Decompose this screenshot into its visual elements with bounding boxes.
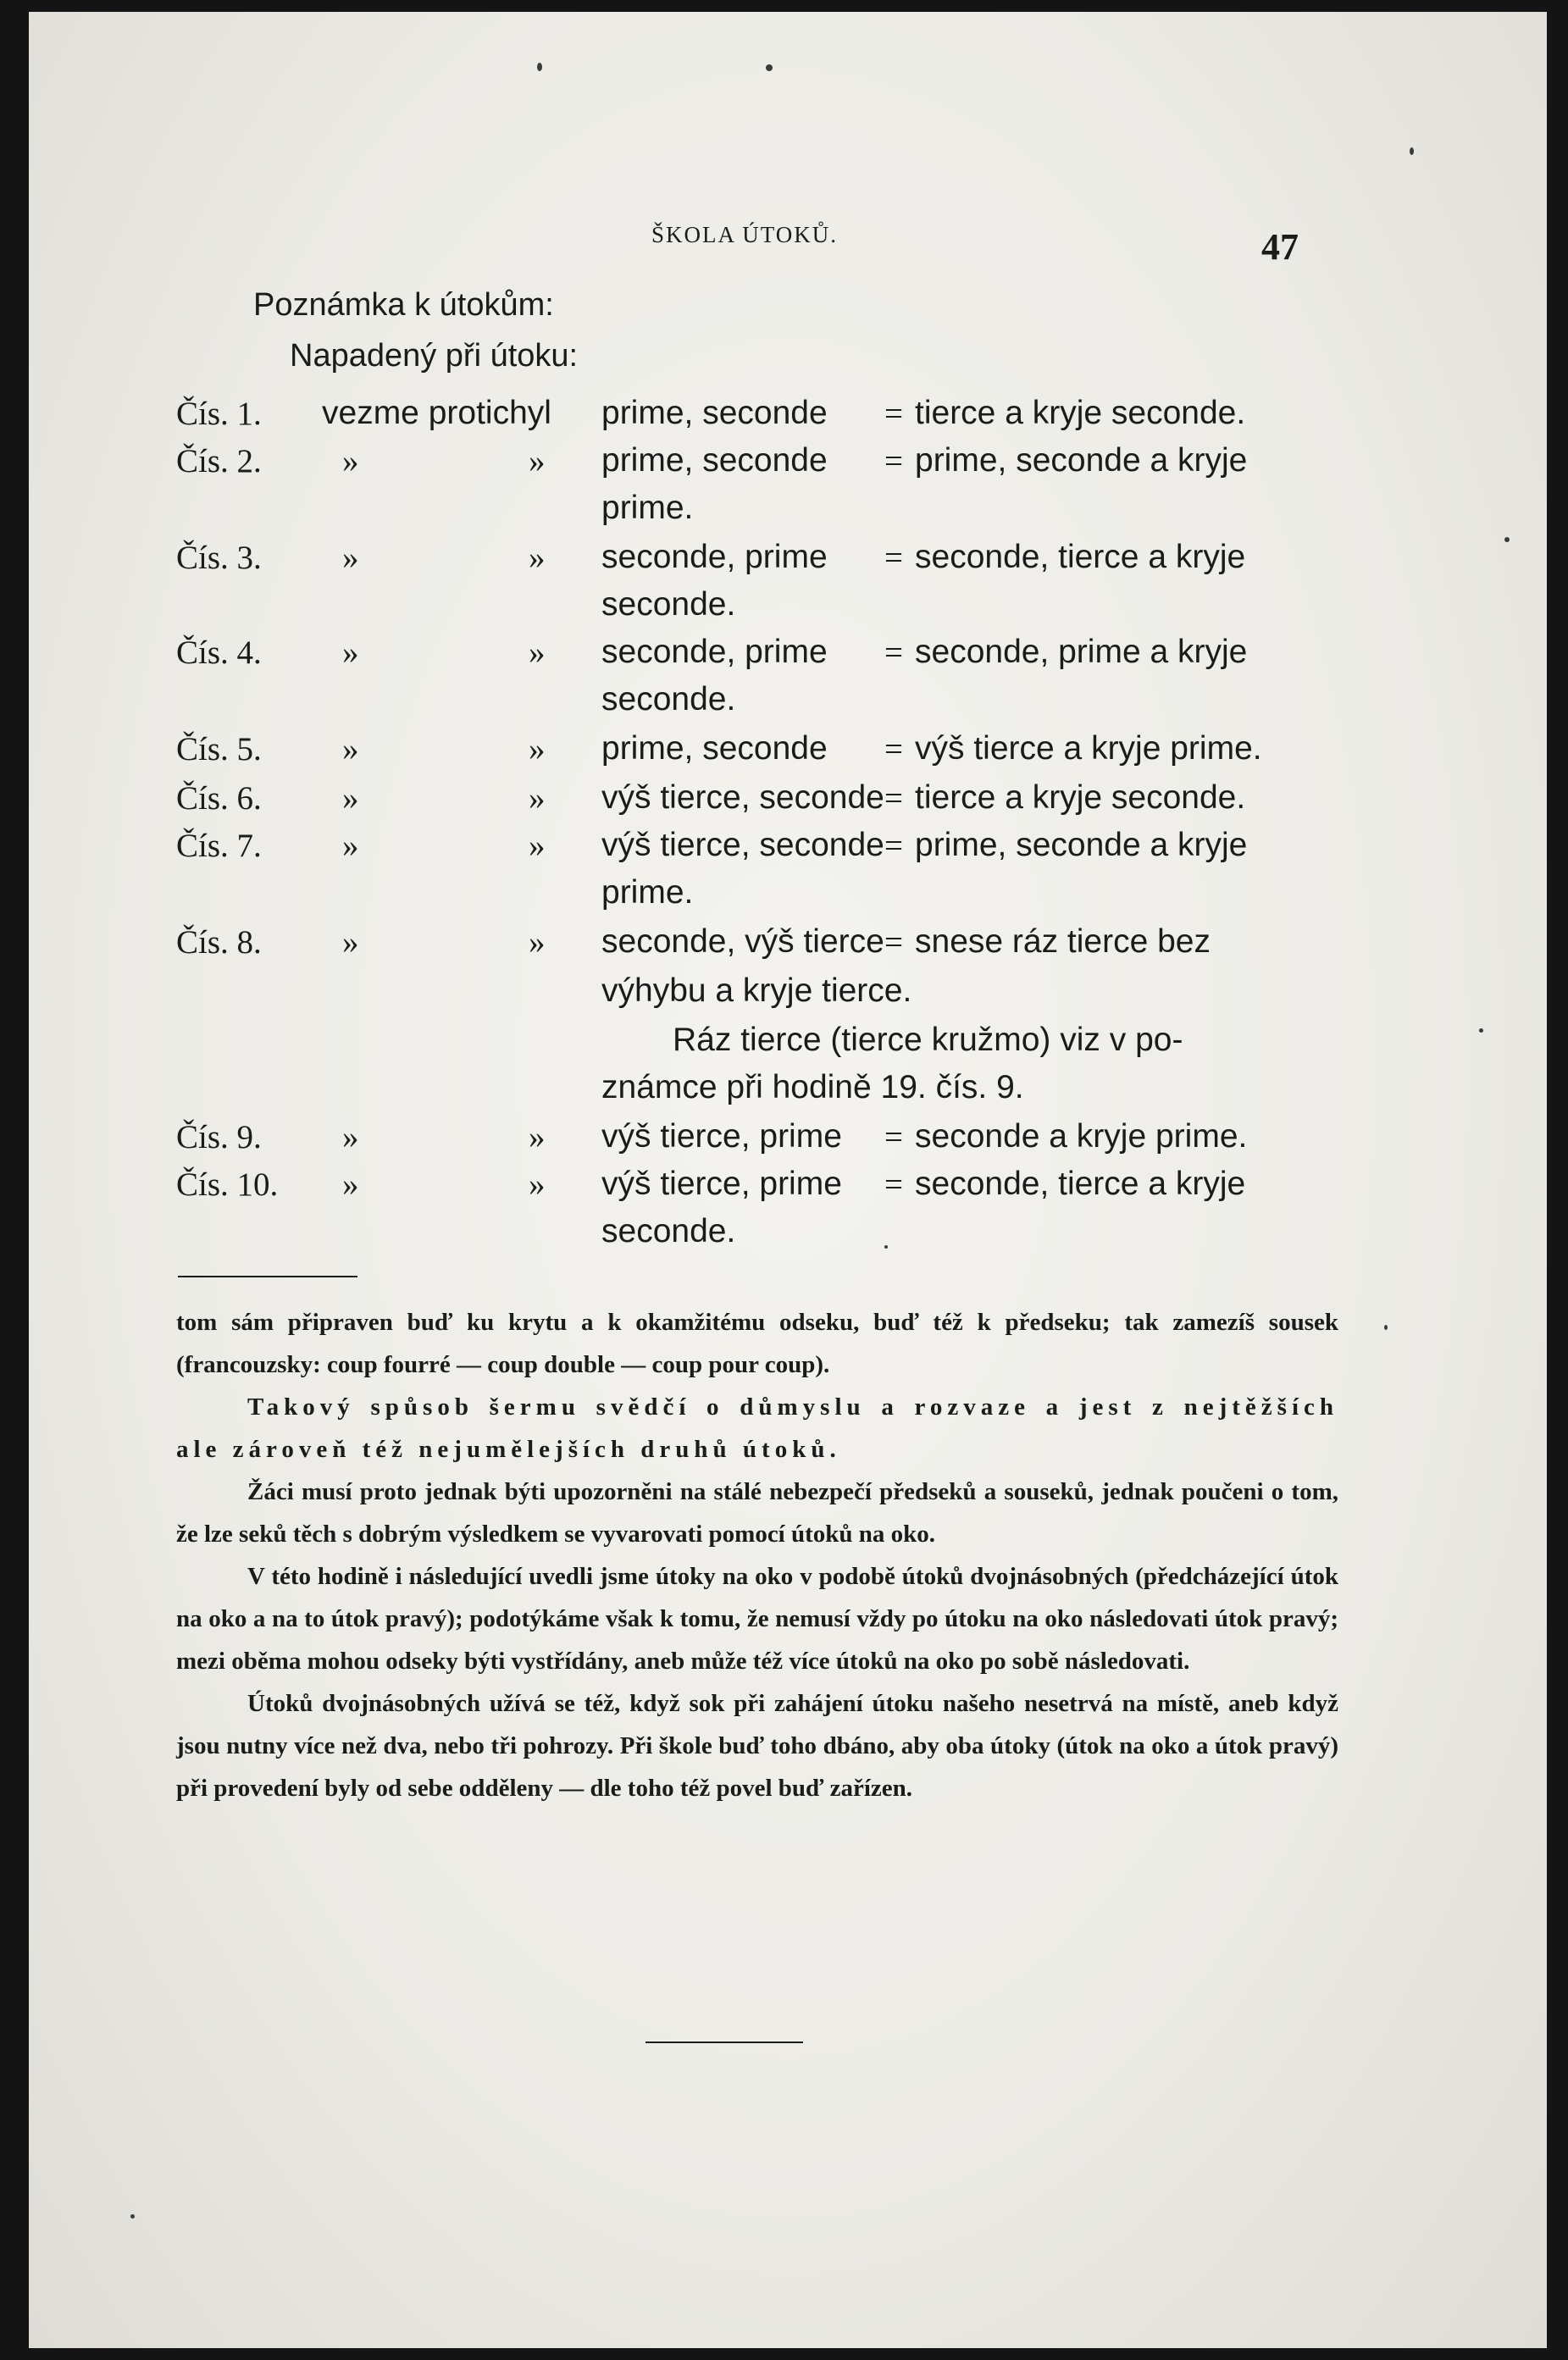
entry-continuation: prime. (601, 490, 694, 526)
end-rule (645, 2041, 803, 2043)
ditto-mark: » (529, 634, 546, 671)
ditto-mark: » (342, 1166, 359, 1203)
scan-speck (1504, 537, 1510, 542)
entry-answer: výš tierce a kryje prime. (915, 730, 1262, 767)
footnote-paragraph: Útoků dvojnásobných užívá se též, když sok při zahájení útoku našeho nesetrvá na místě, aneb když jsou nutny více než dva, nebo tři pohrozy. Při škole buď toho dbáno, aby oba útoky (útok na oko a útok pravý) při provedení byly od sebe odděleny — dle toho též povel buď zařízen. (176, 1690, 1338, 1802)
entry-answer: seconde a kryje prime. (915, 1118, 1248, 1155)
entry-attack: výš tierce, prime (601, 1166, 842, 1202)
entry-attack: výš tierce, seconde (601, 827, 884, 863)
scan-speck (537, 63, 542, 71)
entry-number: Čís. 8. (176, 924, 262, 961)
equals-sign: = (884, 1119, 903, 1155)
ditto-mark: » (529, 540, 546, 576)
entry-attack: výš tierce, prime (601, 1118, 842, 1155)
equals-sign: = (884, 924, 903, 961)
entry-attack: seconde, prime (601, 539, 828, 575)
entry-number: Čís. 9. (176, 1119, 262, 1155)
entry-continuation: seconde. (601, 586, 736, 623)
entry-answer: prime, seconde a kryje (915, 827, 1248, 863)
equals-sign: = (884, 396, 903, 432)
entry-answer: seconde, tierce a kryje (915, 539, 1246, 575)
footnote-paragraph: V této hodině i následující uvedli jsme útoky na oko v podobě útoků dvojnásobných (předcházející útok na oko a na to útok pravý); podotýkáme však k tomu, že nemusí vždy po útoku na oko následovati útok pravý; mezi oběma mohou odseky býti vystřídány, aneb může též více útoků na oko po sobě následovati. (176, 1563, 1338, 1675)
entry-continuation: výhybu a kryje tierce. (601, 972, 912, 1009)
entry-number: Čís. 2. (176, 443, 262, 479)
scan-speck (884, 1245, 888, 1249)
entry-attack: výš tierce, seconde (601, 779, 884, 816)
equals-sign: = (884, 443, 903, 479)
scan-speck (1479, 1028, 1483, 1033)
scan-speck (1384, 1325, 1388, 1330)
ditto-mark: » (342, 540, 359, 576)
equals-sign: = (884, 731, 903, 767)
entry-answer: seconde, prime a kryje (915, 634, 1248, 670)
raz-note-line: Ráz tierce (tierce kružmo) viz v po- (673, 1022, 1183, 1058)
entry-attack: seconde, prime (601, 634, 828, 670)
note-title: Poznámka k útokům: (253, 287, 554, 323)
footnote-paragraph: tom sám připraven buď ku krytu a k okamžitému odseku, buď též k předseku; tak zamezíš sousek (francouzsky: coup fourré — coup double — coup pour coup). (176, 1309, 1338, 1378)
entry-attack: prime, seconde (601, 730, 828, 767)
ditto-mark: » (342, 634, 359, 671)
entry-answer: seconde, tierce a kryje (915, 1166, 1246, 1202)
note-subtitle: Napadený při útoku: (290, 338, 579, 374)
scan-speck (1410, 147, 1414, 155)
entry-answer: snese ráz tierce bez (915, 923, 1211, 960)
equals-sign: = (884, 828, 903, 864)
entry-col2: vezme protichyl (322, 395, 551, 431)
footnote-paragraph: Takový spůsob šermu svědčí o důmyslu a rozvaze a jest z nejtěžších ale zároveň též nejumělejších druhů útoků. (176, 1393, 1338, 1463)
entry-attack: prime, seconde (601, 395, 828, 431)
raz-note-line: známce při hodině 19. čís. 9. (601, 1069, 1024, 1105)
equals-sign: = (884, 1166, 903, 1203)
entry-attack: seconde, výš tierce (601, 923, 884, 960)
entry-number: Čís. 6. (176, 780, 262, 817)
entry-attack: prime, seconde (601, 442, 828, 479)
entry-answer: prime, seconde a kryje (915, 442, 1248, 479)
entry-number: Čís. 5. (176, 731, 262, 767)
footnote-divider (178, 1276, 357, 1277)
ditto-mark: » (342, 1119, 359, 1155)
entry-number: Čís. 3. (176, 540, 262, 576)
page-number: 47 (1261, 226, 1299, 268)
entry-number: Čís. 4. (176, 634, 262, 671)
ditto-mark: » (529, 1166, 546, 1203)
ditto-mark: » (529, 924, 546, 961)
running-header: ŠKOLA ÚTOKŮ. (651, 222, 839, 247)
entry-number: Čís. 10. (176, 1166, 279, 1203)
entry-answer: tierce a kryje seconde. (915, 779, 1246, 816)
scan-speck (766, 64, 773, 71)
entry-number: Čís. 7. (176, 828, 262, 864)
entry-continuation: prime. (601, 874, 694, 911)
entry-number: Čís. 1. (176, 396, 262, 432)
ditto-mark: » (342, 731, 359, 767)
entry-continuation: seconde. (601, 681, 736, 717)
ditto-mark: » (529, 1119, 546, 1155)
entry-answer: tierce a kryje seconde. (915, 395, 1246, 431)
ditto-mark: » (342, 443, 359, 479)
ditto-mark: » (529, 780, 546, 817)
ditto-mark: » (529, 731, 546, 767)
equals-sign: = (884, 634, 903, 671)
equals-sign: = (884, 780, 903, 817)
ditto-mark: » (342, 828, 359, 864)
footnote-paragraph: Žáci musí proto jednak býti upozorněni na stálé nebezpečí předseků a souseků, jednak poučeni o tom, že lze seků těch s dobrým výsledkem se vyvarovati pomocí útoků na oko. (176, 1478, 1338, 1548)
scan-speck (130, 2214, 135, 2219)
equals-sign: = (884, 540, 903, 576)
ditto-mark: » (529, 443, 546, 479)
ditto-mark: » (342, 924, 359, 961)
book-page (29, 12, 1547, 2348)
footnote-text (176, 1301, 1338, 1809)
ditto-mark: » (529, 828, 546, 864)
ditto-mark: » (342, 780, 359, 817)
entry-continuation: seconde. (601, 1213, 736, 1249)
